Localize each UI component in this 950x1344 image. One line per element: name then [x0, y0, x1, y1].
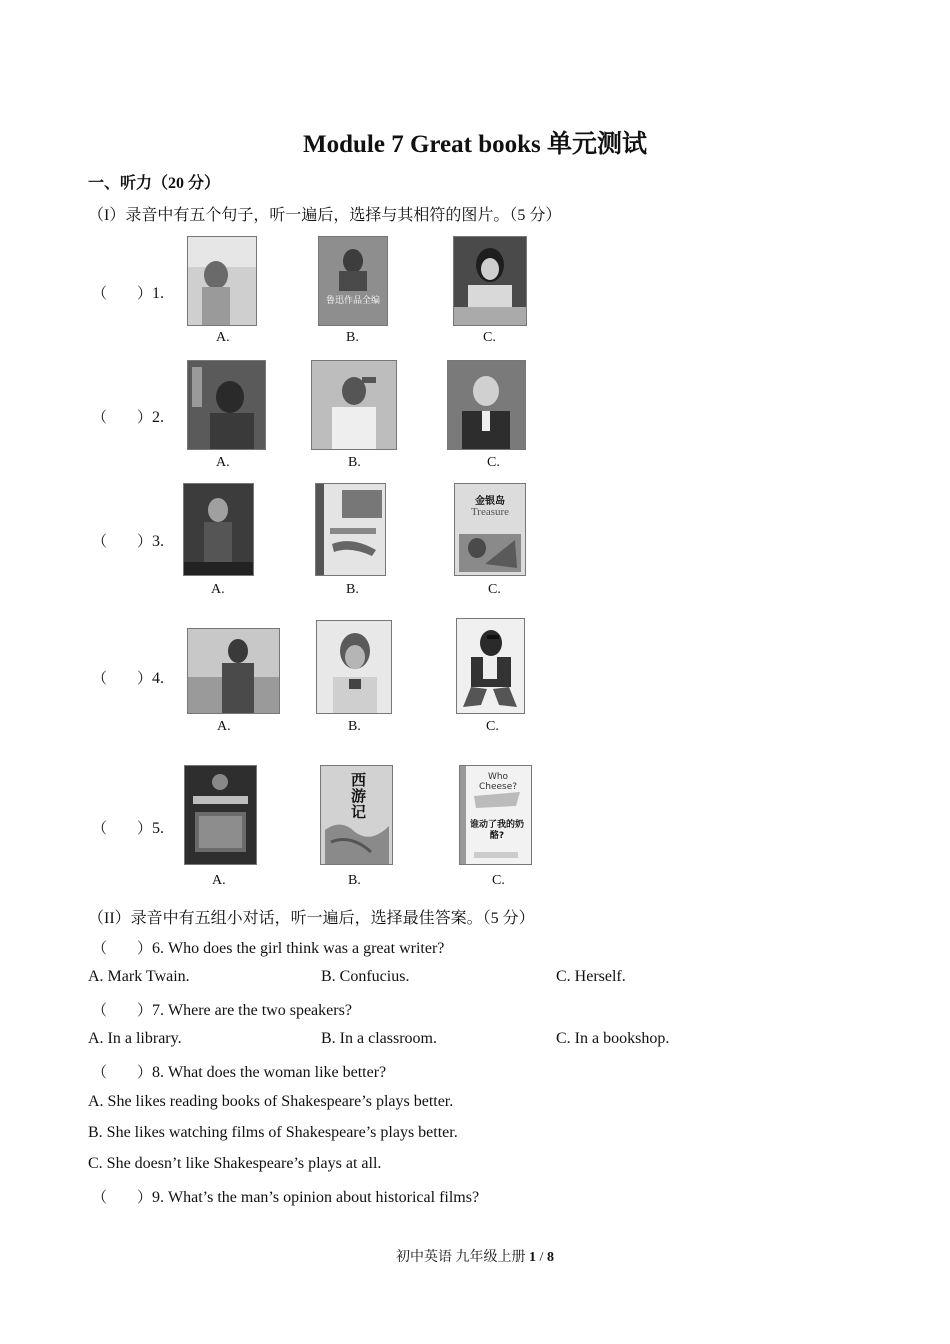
q8-option-a: A. She likes reading books of Shakespeare’s plays better.: [88, 1093, 454, 1110]
page-footer: [0, 1246, 950, 1266]
section-heading-listening: 一、听力（20 分）: [88, 175, 221, 192]
q6-option-a: A. Mark Twain.: [88, 968, 190, 985]
question-2-label: （ ）2.: [92, 409, 165, 426]
footer-course: 初中英语 九年级上册: [396, 1250, 530, 1265]
question-9: （ ）9. What’s the man’s opinion about historical films?: [92, 1189, 480, 1206]
question-3-label: （ ）3.: [92, 533, 165, 550]
footer-page-number: 1: [529, 1250, 537, 1265]
q8-option-b: B. She likes watching films of Shakespeare’s plays better.: [88, 1124, 458, 1141]
q4-picture-b: [316, 620, 392, 714]
q5-picture-c-book: [459, 765, 532, 865]
q5-book-title-cn2: 谁动了我的奶酪?: [469, 820, 524, 841]
q1-picture-c: [453, 236, 527, 326]
q4-caption-b: B.: [348, 719, 361, 734]
q6-option-c: C. Herself.: [556, 968, 626, 985]
q5-caption-b: B.: [348, 873, 361, 888]
question-6: （ ）6. Who does the girl think was a great writer?: [92, 940, 445, 957]
part1-instruction: （I）录音中有五个句子，听一遍后，选择与其相符的图片。（5 分）: [88, 207, 562, 224]
q1-book-title: 鲁迅作品全编: [325, 296, 380, 306]
question-4-label: （ ）4.: [92, 670, 165, 687]
q4-caption-c: C.: [486, 719, 499, 734]
q2-picture-b: [311, 360, 397, 450]
q3-book-title-en: Treasure: [470, 506, 510, 518]
q2-caption-b: B.: [348, 455, 361, 470]
q5-caption-a: A.: [212, 873, 226, 888]
q7-option-a: A. In a library.: [88, 1030, 182, 1047]
q1-picture-a: [187, 236, 257, 326]
part2-instruction: （II）录音中有五组小对话，听一遍后，选择最佳答案。（5 分）: [88, 910, 535, 927]
q3-picture-a: [183, 483, 254, 576]
q1-caption-b: B.: [346, 330, 359, 345]
footer-separator: /: [536, 1250, 547, 1265]
q1-caption-c: C.: [483, 330, 496, 345]
q5-picture-a-book: [184, 765, 257, 865]
q8-option-c: C. She doesn’t like Shakespeare’s plays at all.: [88, 1155, 382, 1172]
q2-caption-c: C.: [487, 455, 500, 470]
question-8: （ ）8. What does the woman like better?: [92, 1064, 387, 1081]
q3-picture-b-book: [315, 483, 386, 576]
q4-picture-c: [456, 618, 525, 714]
q3-picture-c-book: [454, 483, 526, 576]
q2-picture-a: [187, 360, 266, 450]
q1-picture-b-book: [318, 236, 388, 326]
q7-option-c: C. In a bookshop.: [556, 1030, 670, 1047]
q3-caption-a: A.: [211, 582, 225, 597]
q7-option-b: B. In a classroom.: [321, 1030, 437, 1047]
q5-book-title-cn: 西游记: [351, 771, 367, 821]
q1-caption-a: A.: [216, 330, 230, 345]
footer-total-pages: 8: [546, 1250, 554, 1265]
q3-caption-c: C.: [488, 582, 501, 597]
q3-caption-b: B.: [346, 582, 359, 597]
q6-option-b: B. Confucius.: [321, 968, 410, 985]
q5-picture-b-book: [320, 765, 393, 865]
q5-book-title-en: Who Cheese?: [478, 772, 518, 792]
page-title: Module 7 Great books 单元测试: [303, 131, 647, 158]
question-7: （ ）7. Where are the two speakers?: [92, 1002, 352, 1019]
q4-caption-a: A.: [217, 719, 231, 734]
q4-picture-a: [187, 628, 280, 714]
q2-picture-c: [447, 360, 526, 450]
question-1-label: （ ）1.: [92, 285, 165, 302]
q3-book-title-cn: 金银岛: [475, 496, 505, 507]
question-5-label: （ ）5.: [92, 820, 165, 837]
q5-caption-c: C.: [492, 873, 505, 888]
q2-caption-a: A.: [216, 455, 230, 470]
